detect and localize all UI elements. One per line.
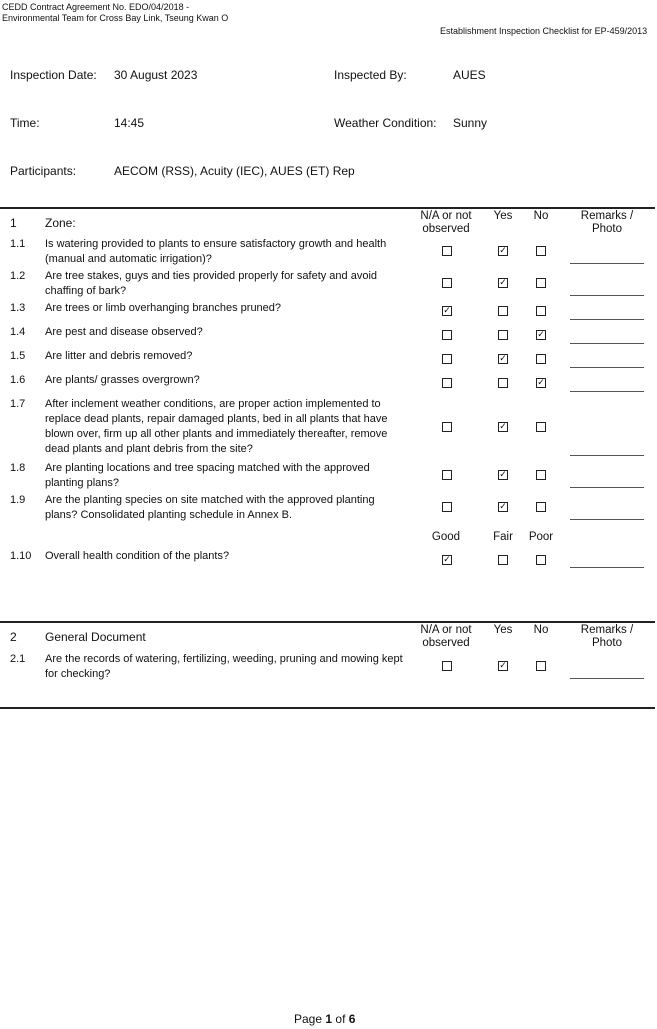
weather-value: Sunny xyxy=(453,116,488,130)
page-total: 6 xyxy=(348,1012,356,1026)
s1-item-number: 1.1 xyxy=(10,238,26,250)
contract-line-1: CEDD Contract Agreement No. EDO/04/2018 - xyxy=(2,2,190,12)
checkbox-no[interactable]: ✓ xyxy=(537,378,545,388)
s1-item-number: 1.7 xyxy=(10,398,26,410)
s1-item-question: Are the planting species on site matched with the approved planting plans? Consolidated planting schedule in Annex B. xyxy=(45,494,375,521)
inspected-by-value: AUES xyxy=(453,68,486,82)
checkbox-yes[interactable]: ✓ xyxy=(499,661,507,671)
checkbox-yes[interactable]: ✓ xyxy=(499,354,507,364)
checkbox-na[interactable]: ✓ xyxy=(443,306,451,316)
s2-item-number: 2.1 xyxy=(10,653,26,665)
checkbox-no[interactable] xyxy=(536,278,546,288)
section-1-top-rule xyxy=(0,207,655,209)
s1-item-question: Are litter and debris removed? xyxy=(45,350,193,362)
col-header-no: No xyxy=(533,210,549,222)
time-label: Time: xyxy=(10,116,40,130)
s1-item-question: Is watering provided to plants to ensure satisfactory growth and health (manual and automatic irrigation)? xyxy=(45,238,387,265)
col-header-remarks-2: Remarks / Photo xyxy=(580,624,634,649)
remarks-field[interactable] xyxy=(570,678,644,679)
checkbox-yes[interactable] xyxy=(498,330,508,340)
checkbox-poor[interactable] xyxy=(536,555,546,565)
checkbox-fair[interactable] xyxy=(498,555,508,565)
checkbox-na[interactable] xyxy=(442,330,452,340)
s1-item-number: 1.5 xyxy=(10,350,26,362)
col-header-remarks: Remarks / Photo xyxy=(580,210,634,235)
col-header-no-2: No xyxy=(533,624,549,636)
section-2-bottom-rule xyxy=(0,707,655,709)
checkbox-na[interactable] xyxy=(442,378,452,388)
checkbox-no[interactable] xyxy=(536,470,546,480)
checkbox-yes[interactable] xyxy=(498,306,508,316)
s2-item-question: Are the records of watering, fertilizing, weeding, pruning and mowing kept for checking? xyxy=(45,653,403,680)
time-value: 14:45 xyxy=(114,116,145,130)
contract-line-2: Environmental Team for Cross Bay Link, Tseung Kwan O xyxy=(2,13,229,23)
checkbox-na[interactable] xyxy=(442,246,452,256)
checkbox-na[interactable] xyxy=(442,470,452,480)
s1-item-question: Are pest and disease observed? xyxy=(45,326,203,338)
page-label: Page xyxy=(294,1012,323,1026)
s1-item-question: Are planting locations and tree spacing matched with the approved planting plans? xyxy=(45,462,370,489)
checkbox-yes[interactable]: ✓ xyxy=(499,278,507,288)
remarks-field[interactable] xyxy=(570,567,644,568)
checkbox-no[interactable] xyxy=(536,354,546,364)
s1-item-question: Are tree stakes, guys and ties provided properly for safety and avoid chaffing of bark? xyxy=(45,270,378,297)
s1-item-question: Are trees or limb overhanging branches pruned? xyxy=(45,302,282,314)
checkbox-no[interactable] xyxy=(536,502,546,512)
inspection-date-value: 30 August 2023 xyxy=(114,68,198,82)
col-header-na: N/A or not observed xyxy=(420,210,472,235)
participants-label: Participants: xyxy=(10,164,77,178)
checkbox-yes[interactable] xyxy=(498,378,508,388)
s1-item-number: 1.2 xyxy=(10,270,26,282)
s1-item-number: 1.10 xyxy=(10,550,32,562)
remarks-field[interactable] xyxy=(570,455,644,456)
remarks-field[interactable] xyxy=(570,263,644,264)
s1-item-number: 1.3 xyxy=(10,302,26,314)
checkbox-no[interactable] xyxy=(536,246,546,256)
remarks-field[interactable] xyxy=(570,319,644,320)
s1-item-number: 1.9 xyxy=(10,494,26,506)
checkbox-good[interactable]: ✓ xyxy=(443,555,451,565)
remarks-field[interactable] xyxy=(570,295,644,296)
remarks-field[interactable] xyxy=(570,391,644,392)
section-2-top-rule xyxy=(0,621,655,623)
checkbox-yes[interactable]: ✓ xyxy=(499,422,507,432)
checkbox-no[interactable] xyxy=(536,422,546,432)
s1-item-number: 1.6 xyxy=(10,374,26,386)
s1-item-number: 1.4 xyxy=(10,326,26,338)
checkbox-no[interactable] xyxy=(536,661,546,671)
checkbox-na[interactable] xyxy=(442,422,452,432)
checkbox-na[interactable] xyxy=(442,354,452,364)
section-2-title: General Document xyxy=(45,630,146,644)
col-header-fair: Fair xyxy=(493,531,513,543)
remarks-field[interactable] xyxy=(570,519,644,520)
remarks-field[interactable] xyxy=(570,343,644,344)
checkbox-no[interactable]: ✓ xyxy=(537,330,545,340)
section-1-title: Zone: xyxy=(45,216,76,230)
checkbox-yes[interactable]: ✓ xyxy=(499,470,507,480)
col-header-good: Good xyxy=(431,531,461,543)
page-number: 1 xyxy=(325,1012,333,1026)
inspected-by-label: Inspected By: xyxy=(334,68,407,82)
participants-value: AECOM (RSS), Acuity (IEC), AUES (ET) Rep xyxy=(114,164,355,178)
col-header-yes: Yes xyxy=(493,210,513,222)
checkbox-na[interactable] xyxy=(442,661,452,671)
s1-item-question: Overall health condition of the plants? xyxy=(45,550,230,562)
of-label: of xyxy=(335,1012,346,1026)
checkbox-no[interactable] xyxy=(536,306,546,316)
checkbox-na[interactable] xyxy=(442,502,452,512)
col-header-poor: Poor xyxy=(528,531,554,543)
checkbox-yes[interactable]: ✓ xyxy=(499,502,507,512)
inspection-date-label: Inspection Date: xyxy=(10,68,97,82)
s1-item-question: After inclement weather conditions, are proper action implemented to replace dead plants, repair damaged plants, bed in all plants that have blown over, firm up all other plants and immediately thereafter, remove dead plants and plant debris from the site? xyxy=(45,398,388,455)
section-1-number: 1 xyxy=(10,216,17,230)
checklist-title: Establishment Inspection Checklist for EP-459/2013 xyxy=(440,26,648,36)
page-footer xyxy=(294,1012,355,1026)
weather-label: Weather Condition: xyxy=(334,116,437,130)
checkbox-yes[interactable]: ✓ xyxy=(499,246,507,256)
col-header-yes-2: Yes xyxy=(493,624,513,636)
remarks-field[interactable] xyxy=(570,487,644,488)
s1-item-number: 1.8 xyxy=(10,462,26,474)
s1-item-question: Are plants/ grasses overgrown? xyxy=(45,374,200,386)
section-2-number: 2 xyxy=(10,630,17,644)
remarks-field[interactable] xyxy=(570,367,644,368)
checkbox-na[interactable] xyxy=(442,278,452,288)
col-header-na-2: N/A or not observed xyxy=(420,624,472,649)
